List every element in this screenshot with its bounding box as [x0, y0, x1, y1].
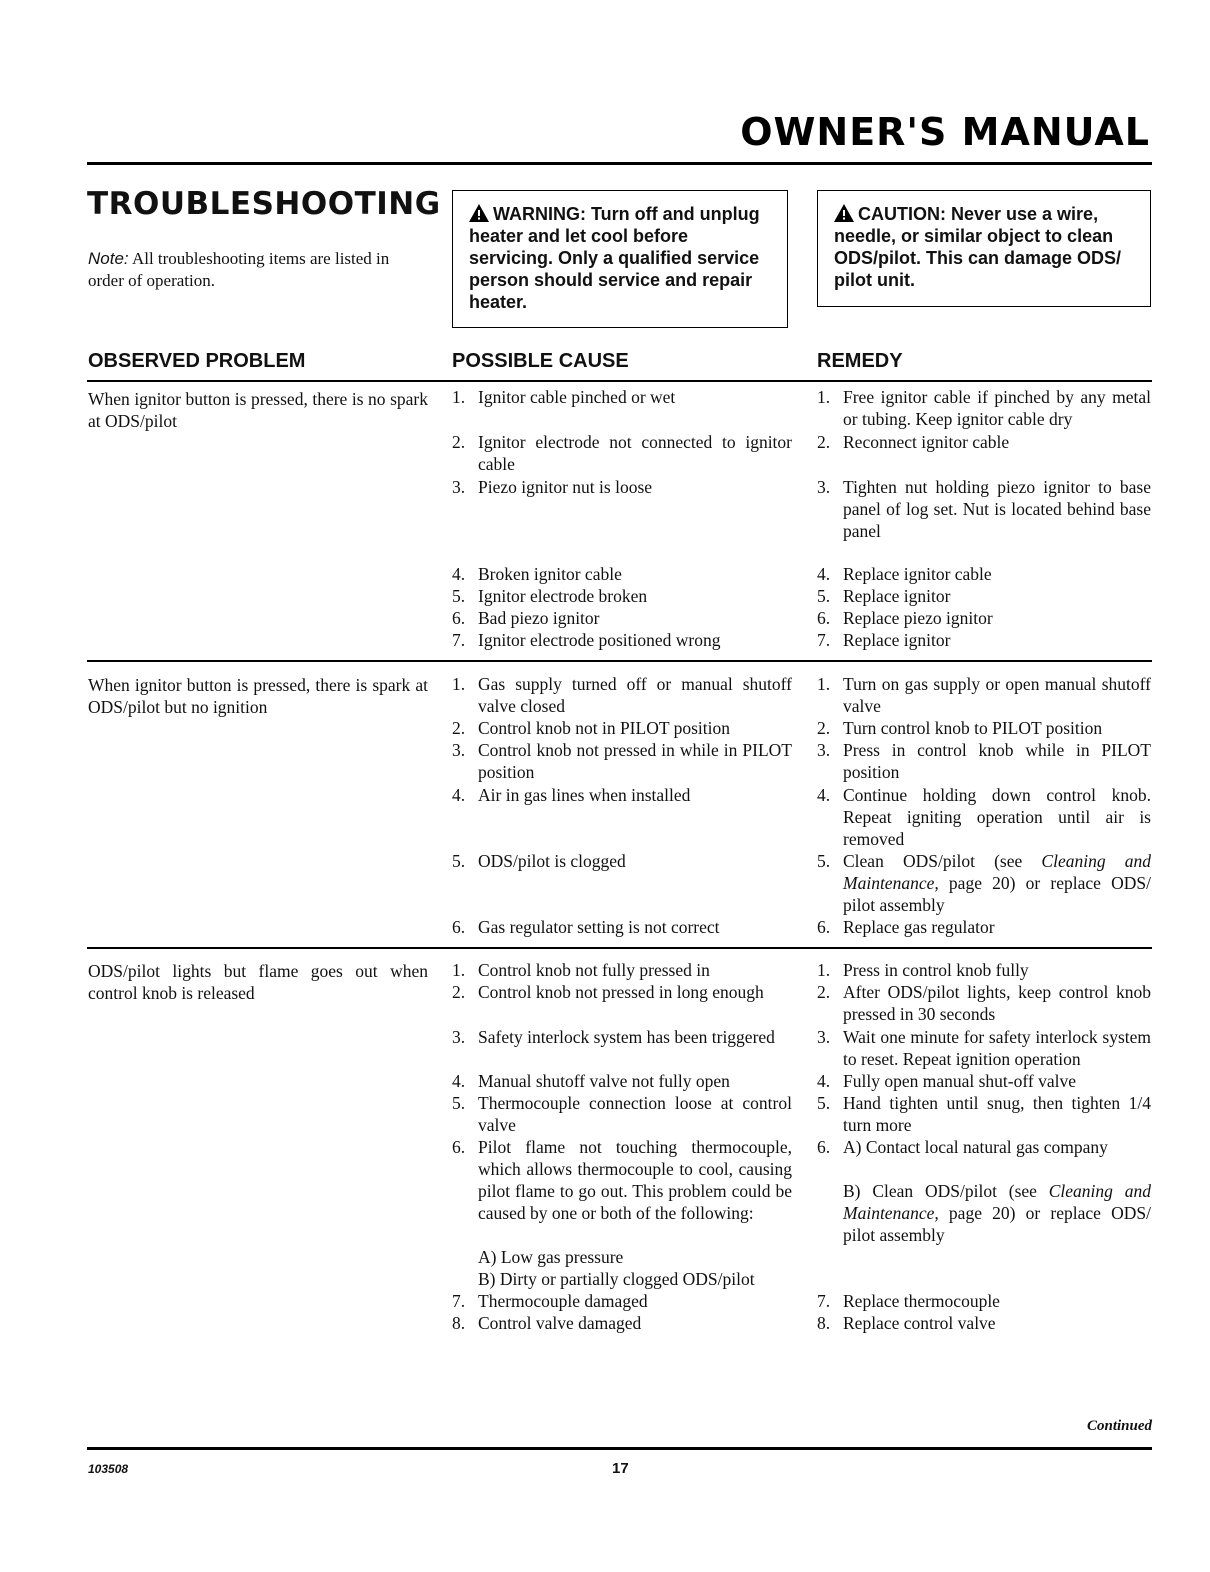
remedy-item-number: 1. [817, 960, 831, 980]
remedy-item-number: 2. [817, 982, 831, 1002]
cause-item-text-part: Piezo ignitor nut is loose [478, 477, 653, 497]
cause-item-text [478, 1312, 792, 1334]
remedy-item-number: 3. [817, 740, 831, 760]
cause-item-text [478, 1290, 792, 1312]
remedy-item-text-part: page 20) or replace ODS/ pilot assembly [843, 873, 1151, 915]
cause-item-number: 6. [452, 1137, 466, 1157]
cause-item-text [478, 386, 792, 408]
cause-item-text-part: Safety interlock system has been triggered [478, 1027, 775, 1047]
caution-text: CAUTION: Never use a wire, needle, or similar object to clean ODS/pilot. This can damage ODS/ pilot unit. [834, 204, 1122, 290]
remedy-item [817, 1026, 1151, 1070]
remedy-item [817, 1092, 1151, 1136]
cause-item [452, 1136, 792, 1224]
remedy-item-text [843, 1180, 1151, 1246]
cause-item [452, 784, 792, 806]
remedy-item-text-part: Replace control valve [843, 1313, 996, 1333]
cause-item-text-part: Control knob not in PILOT position [478, 718, 730, 738]
cause-item-text [478, 1136, 792, 1224]
remedy-item-text [843, 585, 1151, 607]
remedy-item-text-part: Press in control knob while in PILOT position [843, 740, 1151, 782]
cause-item-number: 2. [452, 432, 466, 452]
remedy-item [817, 563, 1151, 585]
remedy-item-text-part: Tighten nut holding piezo ignitor to base panel of log set. Nut is located behind base panel [843, 477, 1151, 541]
remedy-item [817, 1312, 1151, 1334]
cause-item-text [478, 629, 792, 651]
caution-box [817, 190, 1151, 307]
cause-item-text-part: Control knob not fully pressed in [478, 960, 710, 980]
remedy-item-number: 3. [817, 477, 831, 497]
remedy-item [817, 629, 1151, 651]
cause-item-text-part: Ignitor cable pinched or wet [478, 387, 676, 407]
remedy-item-text [843, 959, 1151, 981]
remedy-item [817, 916, 1151, 938]
cause-item-text [478, 585, 792, 607]
remedy-item-text [843, 739, 1151, 783]
remedy-item-emphasis: Cleaning and Maintenance, [843, 1181, 1151, 1223]
cause-item-number: 8. [452, 1313, 466, 1333]
cause-item-number: 5. [452, 1093, 466, 1113]
column-header-problem: OBSERVED PROBLEM [88, 350, 306, 372]
remedy-item-text [843, 981, 1151, 1025]
remedy-item-text [843, 673, 1151, 717]
cause-item-number: 1. [452, 387, 466, 407]
remedy-item-text [843, 431, 1151, 453]
remedy-item-number: 4. [817, 785, 831, 805]
remedy-item-number: 2. [817, 718, 831, 738]
cause-item-text [478, 1026, 792, 1048]
cause-item-text [478, 673, 792, 717]
remedy-item-text-part: Turn on gas supply or open manual shutoff valve [843, 674, 1151, 716]
remedy-item-text [843, 563, 1151, 585]
cause-item [452, 629, 792, 651]
footer-rule [87, 1447, 1152, 1450]
remedy-item-text [843, 386, 1151, 430]
remedy-item-number: 4. [817, 1071, 831, 1091]
cause-item [452, 1290, 792, 1312]
cause-item-text [478, 1268, 792, 1290]
cause-item [452, 1070, 792, 1092]
remedy-item-text-part: Continue holding down control knob. Repeat igniting operation until air is removed [843, 785, 1151, 849]
remedy-item-text-part: After ODS/pilot lights, keep control knob pressed in 30 seconds [843, 982, 1151, 1024]
page-number: 17 [612, 1460, 629, 1477]
cause-item-text [478, 981, 792, 1003]
remedy-item-number: 6. [817, 917, 831, 937]
cause-item [452, 850, 792, 872]
remedy-item-text-part: Clean ODS/pilot (see [843, 851, 1042, 871]
remedy-item-text [843, 784, 1151, 850]
remedy-item-number: 1. [817, 387, 831, 407]
cause-item-number: 3. [452, 1027, 466, 1047]
cause-item-number: 5. [452, 586, 466, 606]
cause-item-text-part: Pilot flame not touching thermocouple, which allows thermocouple to cool, causing pilot flame to go out. This problem could be caused by one or both of the following: [478, 1137, 792, 1223]
cause-item-text-part: Air in gas lines when installed [478, 785, 691, 805]
cause-item [452, 981, 792, 1003]
row-divider [87, 947, 1152, 949]
cause-item-text [478, 607, 792, 629]
cause-item-text [478, 850, 792, 872]
cause-item [452, 1312, 792, 1334]
cause-item-text [478, 563, 792, 585]
column-header-cause: POSSIBLE CAUSE [452, 350, 629, 372]
remedy-item-text-part: A) Contact local natural gas company [843, 1137, 1108, 1157]
remedy-item-number: 2. [817, 432, 831, 452]
cause-item [452, 1246, 792, 1268]
remedy-item-text-part: Reconnect ignitor cable [843, 432, 1010, 452]
warning-triangle-icon [469, 204, 489, 222]
cause-item-text-part: Broken ignitor cable [478, 564, 622, 584]
note [88, 248, 428, 292]
cause-item-number: 2. [452, 982, 466, 1002]
remedy-item-text [843, 1092, 1151, 1136]
cause-item-text [478, 916, 792, 938]
cause-item-number: 4. [452, 564, 466, 584]
observed-problem: When ignitor button is pressed, there is no spark at ODS/pilot [88, 389, 428, 431]
remedy-item [817, 850, 1151, 916]
remedy-item [817, 585, 1151, 607]
cause-item [452, 1268, 792, 1290]
remedy-item-text [843, 1070, 1151, 1092]
cause-item-text-part: Gas regulator setting is not correct [478, 917, 720, 937]
cause-item [452, 386, 792, 408]
cause-item-number: 3. [452, 740, 466, 760]
remedy-item [817, 1290, 1151, 1312]
remedy-item [817, 1136, 1151, 1158]
cause-item-text-part: ODS/pilot is clogged [478, 851, 626, 871]
observed-problem: ODS/pilot lights but flame goes out when control knob is released [88, 961, 428, 1003]
cause-item [452, 476, 792, 498]
row-divider [87, 660, 1152, 662]
remedy-item-text [843, 607, 1151, 629]
remedy-item-text-part: Press in control knob fully [843, 960, 1029, 980]
remedy-item [817, 717, 1151, 739]
cause-item-text-part: Ignitor electrode broken [478, 586, 648, 606]
cause-item-number: 7. [452, 630, 466, 650]
column-header-remedy: REMEDY [817, 350, 903, 372]
cause-item-text [478, 959, 792, 981]
warning-box [452, 190, 788, 328]
cause-item-number: 6. [452, 917, 466, 937]
document-number: 103508 [88, 1462, 129, 1476]
cause-item [452, 431, 792, 475]
cause-item-text-part: B) Dirty or partially clogged ODS/pilot [478, 1269, 755, 1289]
cause-item [452, 916, 792, 938]
cause-item [452, 717, 792, 739]
remedy-item-text [843, 717, 1151, 739]
remedy-item [817, 784, 1151, 850]
cause-item-text-part: Manual shutoff valve not fully open [478, 1071, 730, 1091]
remedy-item-text [843, 1136, 1151, 1158]
cause-item-text-part: Thermocouple connection loose at control valve [478, 1093, 792, 1135]
warning-text: WARNING: Turn off and unplug heater and let cool before servicing. Only a qualified service person should service and repair heater. [469, 204, 760, 312]
cause-item-text-part: Ignitor electrode not connected to ignitor cable [478, 432, 792, 474]
remedy-item-text-part: Replace gas regulator [843, 917, 995, 937]
remedy-item [817, 673, 1151, 717]
cause-item-text-part: Ignitor electrode positioned wrong [478, 630, 721, 650]
remedy-item-text [843, 629, 1151, 651]
remedy-item-text-part: Turn control knob to PILOT position [843, 718, 1103, 738]
remedy-item-number: 7. [817, 630, 831, 650]
cause-item-number: 2. [452, 718, 466, 738]
cause-item-number: 5. [452, 851, 466, 871]
remedy-item [817, 607, 1151, 629]
cause-item-text [478, 1092, 792, 1136]
remedy-item-text [843, 476, 1151, 542]
remedy-item-text [843, 850, 1151, 916]
remedy-item [817, 1180, 1151, 1246]
remedy-item-text [843, 916, 1151, 938]
remedy-item [817, 1070, 1151, 1092]
cause-item-text [478, 739, 792, 783]
remedy-item-text-part: Replace piezo ignitor [843, 608, 993, 628]
remedy-item-number: 1. [817, 674, 831, 694]
remedy-item-text-part: Replace ignitor [843, 630, 951, 650]
remedy-item-text-part: Wait one minute for safety interlock system to reset. Repeat ignition operation [843, 1027, 1151, 1069]
remedy-item-number: 6. [817, 608, 831, 628]
cause-item-text [478, 431, 792, 475]
cause-item [452, 585, 792, 607]
remedy-item [817, 981, 1151, 1025]
remedy-item-text [843, 1026, 1151, 1070]
cause-item [452, 959, 792, 981]
cause-item-number: 6. [452, 608, 466, 628]
cause-item-text-part: Control knob not pressed in while in PILOT position [478, 740, 792, 782]
cause-item-text-part: Gas supply turned off or manual shutoff valve closed [478, 674, 792, 716]
remedy-item-text-part: page 20) or replace ODS/ pilot assembly [843, 1203, 1151, 1245]
remedy-item-number: 4. [817, 564, 831, 584]
remedy-item-text [843, 1312, 1151, 1334]
remedy-item-text-part: Replace ignitor cable [843, 564, 992, 584]
remedy-item-text-part: B) Clean ODS/pilot (see [843, 1181, 1049, 1201]
section-title: TROUBLESHOOTING [87, 186, 441, 222]
cause-item-text [478, 784, 792, 806]
cause-item-number: 3. [452, 477, 466, 497]
cause-item-text [478, 476, 792, 498]
remedy-item-number: 6. [817, 1137, 831, 1157]
remedy-item-emphasis: Cleaning and Maintenance, [843, 851, 1151, 893]
remedy-item [817, 431, 1151, 453]
cause-item [452, 673, 792, 717]
cause-item-text [478, 717, 792, 739]
cause-item-number: 1. [452, 674, 466, 694]
cause-item-text-part: Control valve damaged [478, 1313, 642, 1333]
cause-item [452, 739, 792, 783]
remedy-item-text-part: Free ignitor cable if pinched by any metal or tubing. Keep ignitor cable dry [843, 387, 1151, 429]
remedy-item-text-part: Hand tighten until snug, then tighten 1/4 turn more [843, 1093, 1151, 1135]
cause-item-text [478, 1070, 792, 1092]
cause-item-text-part: A) Low gas pressure [478, 1247, 624, 1267]
cause-item [452, 1092, 792, 1136]
cause-item-number: 4. [452, 1071, 466, 1091]
cause-item [452, 607, 792, 629]
remedy-item-text-part: Fully open manual shut-off valve [843, 1071, 1076, 1091]
caution-triangle-icon [834, 204, 854, 222]
title-rule [87, 162, 1152, 165]
remedy-item-text-part: Replace ignitor [843, 586, 951, 606]
remedy-item [817, 959, 1151, 981]
cause-item [452, 563, 792, 585]
cause-item-number: 7. [452, 1291, 466, 1311]
header-rule [87, 380, 1152, 382]
remedy-item-number: 5. [817, 851, 831, 871]
remedy-item-number: 7. [817, 1291, 831, 1311]
cause-item-number: 1. [452, 960, 466, 980]
cause-item-text-part: Bad piezo ignitor [478, 608, 600, 628]
remedy-item-number: 5. [817, 586, 831, 606]
note-text: All troubleshooting items are listed in order of operation. [88, 249, 390, 290]
remedy-item-text [843, 1290, 1151, 1312]
cause-item-text [478, 1246, 792, 1268]
manual-title: OWNER'S MANUAL [740, 110, 1150, 154]
remedy-item-number: 8. [817, 1313, 831, 1333]
remedy-item-number: 5. [817, 1093, 831, 1113]
continued-label: Continued [1086, 1418, 1152, 1434]
remedy-item-text-part: Replace thermocouple [843, 1291, 1000, 1311]
cause-item-text-part: Control knob not pressed in long enough [478, 982, 764, 1002]
observed-problem: When ignitor button is pressed, there is spark at ODS/pilot but no ignition [88, 675, 428, 717]
remedy-item-number: 3. [817, 1027, 831, 1047]
cause-item [452, 1026, 792, 1048]
note-label: Note: [88, 249, 129, 268]
remedy-item [817, 476, 1151, 542]
cause-item-number: 4. [452, 785, 466, 805]
cause-item-text-part: Thermocouple damaged [478, 1291, 648, 1311]
remedy-item [817, 386, 1151, 430]
remedy-item [817, 739, 1151, 783]
